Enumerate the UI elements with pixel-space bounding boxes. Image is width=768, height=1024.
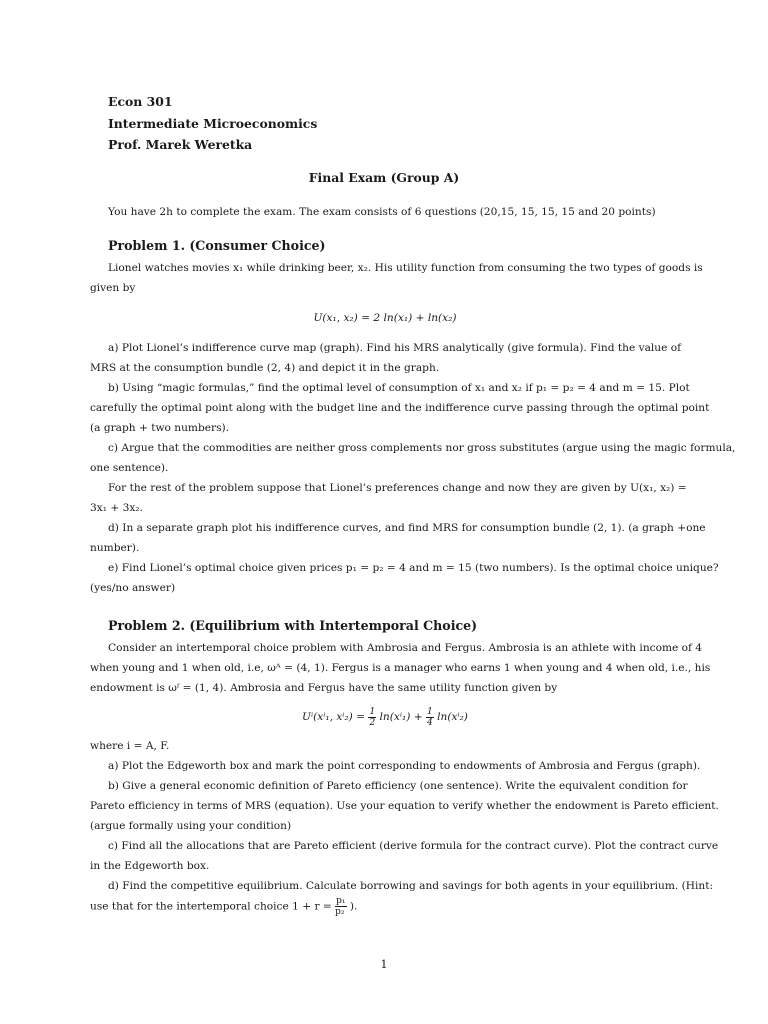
fraction-quarter xyxy=(426,707,434,728)
text-line: (yes/no answer) xyxy=(90,582,176,594)
fraction-denominator: 4 xyxy=(427,717,433,728)
problem-2-intro xyxy=(90,638,711,698)
utility-lhs: Uⁱ(xⁱ₁, xⁱ₂) = xyxy=(302,711,366,723)
utility-equation-2 xyxy=(90,704,680,730)
text-line: given by xyxy=(90,282,136,294)
text-line: d) In a separate graph plot his indifference curves, and find MRS for consumption bundle (2, 1). (a graph +one xyxy=(108,522,706,534)
exam-intro: You have 2h to complete the exam. The exam consists of 6 questions (20,15, 15, 15, 15 and 20 points) xyxy=(108,206,656,218)
text-line: a) Plot the Edgeworth box and mark the point corresponding to endowments of Ambrosia and Fergus (graph). xyxy=(108,760,701,772)
utility-term-1: ln(xⁱ₁) + xyxy=(379,711,423,723)
text-line: where i = A, F. xyxy=(90,740,170,752)
fraction-half xyxy=(368,707,376,728)
fraction-numerator: p₁ xyxy=(336,896,346,906)
fraction-denominator: p₂ xyxy=(335,907,345,917)
text-line: Lionel watches movies x₁ while drinking beer, x₂. His utility function from consuming the two types of goods is xyxy=(108,262,703,274)
fraction-numerator: 1 xyxy=(427,706,433,717)
problem-2-part-d xyxy=(90,876,714,917)
problem-2-title: Problem 2. (Equilibrium with Intertemporal Choice) xyxy=(108,618,478,633)
problem-1-title: Problem 1. (Consumer Choice) xyxy=(108,238,326,253)
text-line: d) Find the competitive equilibrium. Calculate borrowing and savings for both agents in your equilibrium. (Hint: xyxy=(108,880,714,892)
text-line: 3x₁ + 3x₂. xyxy=(90,502,143,514)
course-code: Econ 301 xyxy=(108,94,173,109)
fraction-numerator: 1 xyxy=(369,706,376,717)
problem-2-part-c xyxy=(90,836,719,876)
text-line: For the rest of the problem suppose that Lionel’s preferences change and now they are given by U(x₁, x₂) = xyxy=(108,482,687,494)
text-line: endowment is ωᶠ = (1, 4). Ambrosia and Fergus have the same utility function given by xyxy=(90,682,558,694)
text-line: c) Argue that the commodities are neither gross complements nor gross substitutes (argue using the magic formula, xyxy=(108,442,736,454)
text-line: a) Plot Lionel’s indifference curve map (graph). Find his MRS analytically (give formula). Find the value of xyxy=(108,342,682,354)
text-line xyxy=(90,896,680,917)
problem-2-where xyxy=(90,736,680,756)
page-number: 1 xyxy=(380,958,388,971)
text-line: Consider an intertemporal choice problem with Ambrosia and Fergus. Ambrosia is an athlete with income of 4 xyxy=(108,642,703,654)
text-line: b) Using “magic formulas,” find the optimal level of consumption of x₁ and x₂ if p₁ = p₂ = 4 and m = 15. Plot xyxy=(108,382,690,394)
problem-1-part-b xyxy=(90,378,710,438)
problem-1-part-e xyxy=(90,558,719,598)
utility-term-2: ln(xⁱ₂) xyxy=(437,711,468,723)
text-line: MRS at the consumption bundle (2, 4) and depict it in the graph. xyxy=(90,362,440,374)
text-line: (a graph + two numbers). xyxy=(90,422,230,434)
price-ratio-fraction xyxy=(335,896,346,917)
text-line: b) Give a general economic definition of Pareto efficiency (one sentence). Write the equivalent condition for xyxy=(108,780,688,792)
exam-title: Final Exam (Group A) xyxy=(308,170,460,185)
hint-text: use that for the intertemporal choice 1 + r = xyxy=(90,900,332,913)
text-line: one sentence). xyxy=(90,462,169,474)
text-line: carefully the optimal point along with the budget line and the indifference curve passing through the optimal point xyxy=(90,402,710,414)
text-line: number). xyxy=(90,542,140,554)
problem-1-preference-change xyxy=(90,478,687,518)
text-line: in the Edgeworth box. xyxy=(90,860,210,872)
problem-1-part-d xyxy=(90,518,706,558)
professor-name: Prof. Marek Weretka xyxy=(108,137,253,152)
problem-1-intro xyxy=(90,258,703,298)
text-line: when young and 1 when old, i.e, ωᴬ = (4, 1). Fergus is a manager who earns 1 when young and 4 when old, i.e., his xyxy=(90,662,711,674)
hint-close: ). xyxy=(349,900,358,913)
problem-1-part-a xyxy=(90,338,680,378)
problem-1-part-c xyxy=(90,438,736,478)
text-line: e) Find Lionel’s optimal choice given prices p₁ = p₂ = 4 and m = 15 (two numbers). Is the optimal choice unique? xyxy=(108,562,719,574)
fraction-denominator: 2 xyxy=(369,717,376,728)
text-line: Pareto efficiency in terms of MRS (equation). Use your equation to verify whether the endowment is Pareto efficient. xyxy=(90,800,719,812)
problem-2 xyxy=(90,618,719,917)
problem-2-part-b xyxy=(90,776,719,836)
text-line: c) Find all the allocations that are Pareto efficient (derive formula for the contract curve). Plot the contract curve xyxy=(108,840,719,852)
problem-1 xyxy=(90,238,736,598)
course-title: Intermediate Microeconomics xyxy=(108,116,318,131)
utility-equation-1: U(x₁, x₂) = 2 ln(x₁) + ln(x₂) xyxy=(313,312,457,324)
text-line: (argue formally using your condition) xyxy=(90,820,292,832)
problem-2-part-a xyxy=(90,756,701,776)
